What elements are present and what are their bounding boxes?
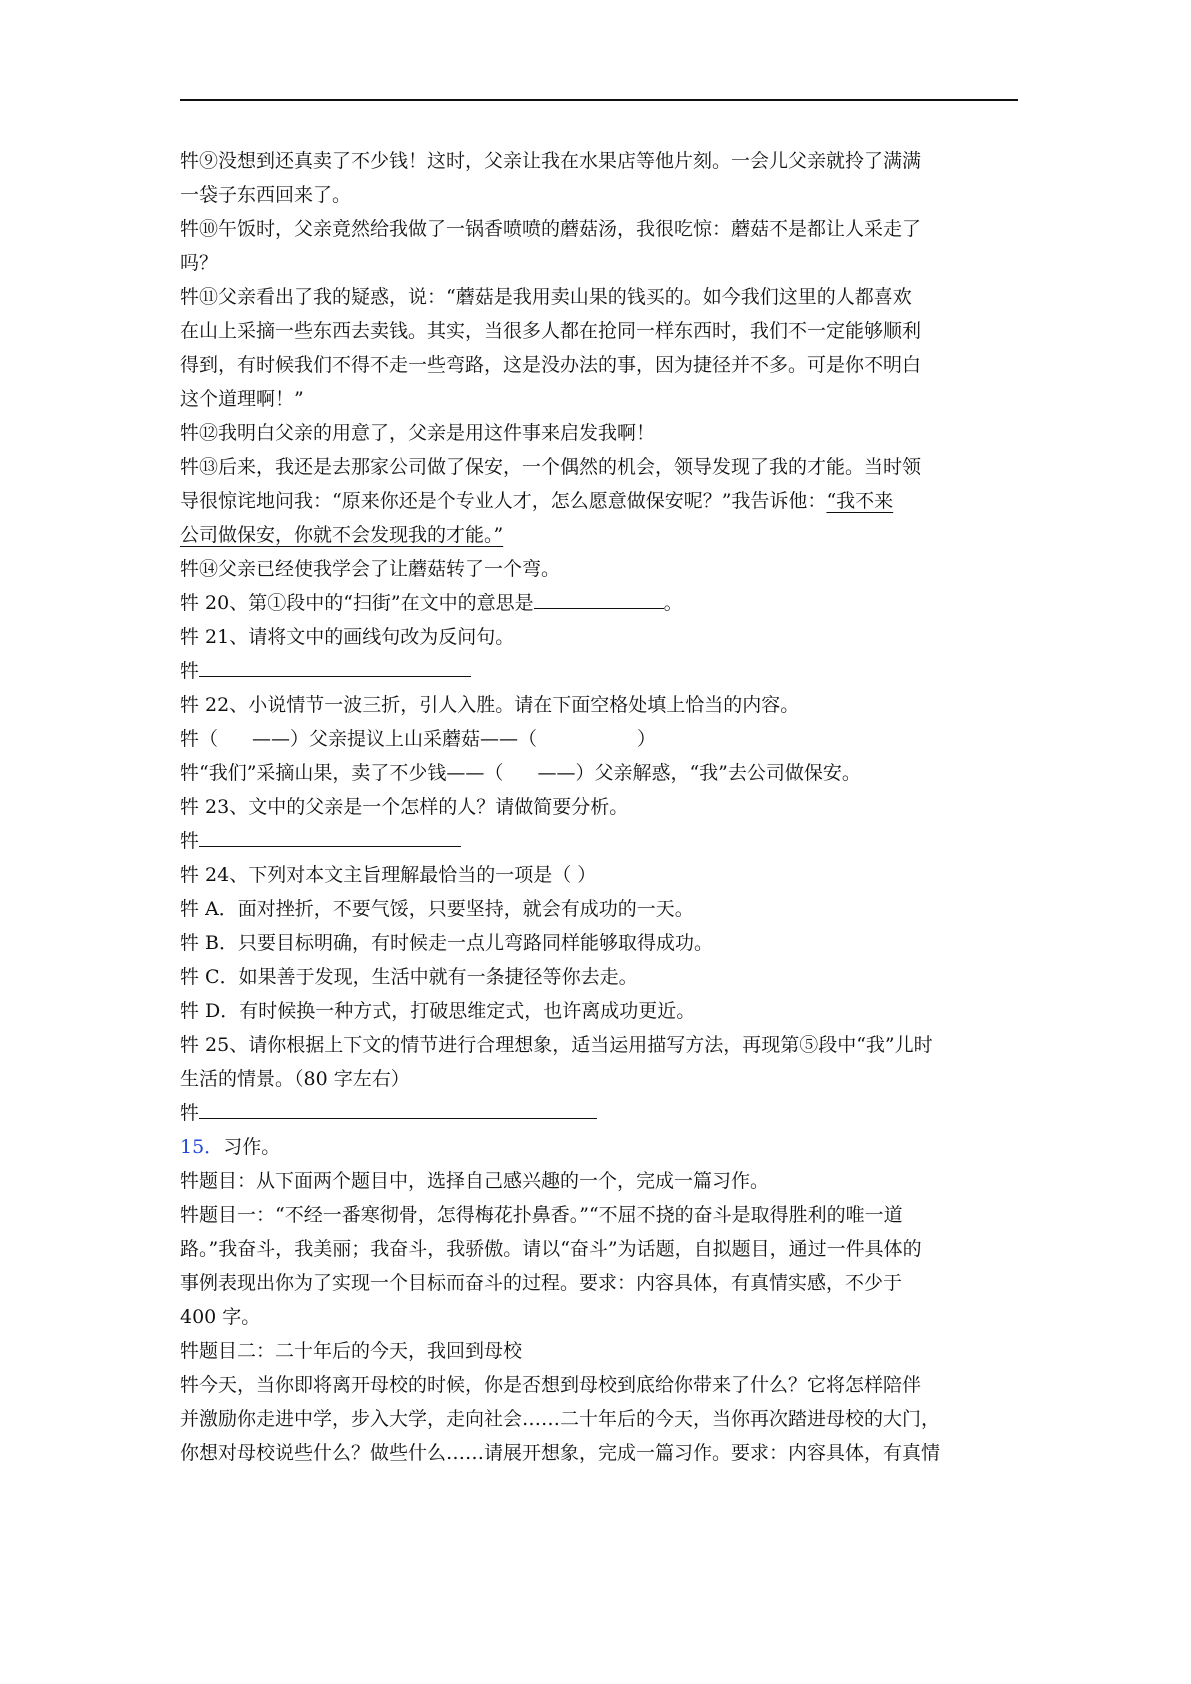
question-text: 。 bbox=[663, 592, 683, 614]
section-number: 15． bbox=[180, 1136, 224, 1158]
answer-line bbox=[180, 824, 1018, 858]
text-line: 这个道理啊！” bbox=[180, 388, 304, 410]
text-line: 得到，有时候我们不得不走一些弯路，这是没办法的事，因为捷径并不多。可是你不明白 bbox=[180, 354, 922, 376]
question-23: 牪 23、文中的父亲是一个怎样的人？请做简要分析。 bbox=[180, 796, 629, 818]
answer-prefix: 牪 bbox=[180, 660, 200, 682]
question-24: 牪 24、下列对本文主旨理解最恰当的一项是（ ） bbox=[180, 864, 597, 886]
question-text: ——）父亲解惑，“我”去公司做保安。 bbox=[537, 762, 861, 784]
header-rule bbox=[180, 99, 1018, 101]
text-line: 生活的情景。（80 字左右） bbox=[180, 1068, 410, 1090]
answer-blank[interactable] bbox=[199, 1096, 597, 1119]
text-line: 牪⑩午饭时，父亲竟然给我做了一锅香喷喷的蘑菇汤，我很吃惊：蘑菇不是都让人采走了 bbox=[180, 218, 922, 240]
option-c: 牪 C．如果善于发现，生活中就有一条捷径等你去走。 bbox=[180, 966, 638, 988]
answer-blank[interactable] bbox=[534, 586, 664, 609]
section-15-heading bbox=[180, 1130, 1018, 1164]
question-21: 牪 21、请将文中的画线句改为反问句。 bbox=[180, 626, 515, 648]
text-span: 导很惊诧地问我：“原来你还是个专业人才，怎么愿意做保安呢？”我告诉他： bbox=[180, 490, 827, 512]
answer-blank[interactable] bbox=[199, 824, 461, 847]
text-line: 牪⑪父亲看出了我的疑惑，说：“蘑菇是我用卖山果的钱买的。如今我们这里的人都喜欢 bbox=[180, 286, 912, 308]
text-line: 牪⑨没想到还真卖了不少钱！这时，父亲让我在水果店等他片刻。一会儿父亲就拎了满满 bbox=[180, 150, 922, 172]
text-line: 牪⑫我明白父亲的用意了，父亲是用这件事来启发我啊！ bbox=[180, 422, 656, 444]
text-line: 一袋子东西回来了。 bbox=[180, 184, 352, 206]
question-text: ——）父亲提议上山采蘑菇——（ bbox=[252, 728, 538, 750]
question-text: 牪（ bbox=[180, 728, 219, 750]
answer-line bbox=[180, 1096, 1018, 1130]
question-text: 牪“我们”采摘山果，卖了不少钱——（ bbox=[180, 762, 504, 784]
text-line: 牪⑭父亲已经使我学会了让蘑菇转了一个弯。 bbox=[180, 558, 561, 580]
text-line: 你想对母校说些什么？做些什么……请展开想象，完成一篇习作。要求：内容具体，有真情 bbox=[180, 1442, 941, 1464]
answer-line bbox=[180, 654, 1018, 688]
question-22-row-1 bbox=[180, 722, 1018, 756]
question-22-row-2 bbox=[180, 756, 1018, 790]
text-line: 牪题目一：“不经一番寒彻骨，怎得梅花扑鼻香。”“不屈不挠的奋斗是取得胜利的唯一道 bbox=[180, 1204, 903, 1226]
text-line: 路。”我奋斗，我美丽；我奋斗，我骄傲。请以“奋斗”为话题，自拟题目，通过一件具体的 bbox=[180, 1238, 922, 1260]
question-text: 牪 20、第①段中的“扫街”在文中的意思是 bbox=[180, 592, 534, 614]
text-line: 吗？ bbox=[180, 252, 219, 274]
document-page bbox=[180, 144, 1018, 1470]
underlined-sentence: “我不来 bbox=[826, 490, 894, 512]
text-line: 牪⑬后来，我还是去那家公司做了保安，一个偶然的机会，领导发现了我的才能。当时领 bbox=[180, 456, 922, 478]
text-line bbox=[180, 484, 1018, 518]
option-b: 牪 B．只要目标明确，有时候走一点儿弯路同样能够取得成功。 bbox=[180, 932, 714, 954]
text-line: 牪今天，当你即将离开母校的时候，你是否想到母校到底给你带来了什么？它将怎样陪伴 bbox=[180, 1374, 922, 1396]
question-20 bbox=[180, 586, 1018, 620]
answer-prefix: 牪 bbox=[180, 1102, 200, 1124]
text-line: 在山上采摘一些东西去卖钱。其实，当很多人都在抢同一样东西时，我们不一定能够顺利 bbox=[180, 320, 922, 342]
question-text: ） bbox=[637, 728, 657, 750]
text-line: 并激励你走进中学，步入大学，走向社会……二十年后的今天，当你再次踏进母校的大门， bbox=[180, 1408, 941, 1430]
text-line bbox=[180, 518, 1018, 552]
answer-blank[interactable] bbox=[199, 654, 471, 677]
text-line: 牪题目二：二十年后的今天，我回到母校 bbox=[180, 1340, 523, 1362]
question-22: 牪 22、小说情节一波三折，引人入胜。请在下面空格处填上恰当的内容。 bbox=[180, 694, 800, 716]
section-title: 习作。 bbox=[223, 1136, 281, 1158]
text-line: 牪题目：从下面两个题目中，选择自己感兴趣的一个，完成一篇习作。 bbox=[180, 1170, 770, 1192]
underlined-sentence: 公司做保安，你就不会发现我的才能。” bbox=[180, 524, 504, 546]
option-d: 牪 D．有时候换一种方式，打破思维定式，也许离成功更近。 bbox=[180, 1000, 696, 1022]
text-line: 400 字。 bbox=[180, 1306, 261, 1328]
text-line: 事例表现出你为了实现一个目标而奋斗的过程。要求：内容具体，有真情实感，不少于 bbox=[180, 1272, 903, 1294]
option-a: 牪 A．面对挫折，不要气馁，只要坚持，就会有成功的一天。 bbox=[180, 898, 694, 920]
question-25: 牪 25、请你根据上下文的情节进行合理想象，适当运用描写方法，再现第⑤段中“我”儿时 bbox=[180, 1034, 933, 1056]
answer-prefix: 牪 bbox=[180, 830, 200, 852]
